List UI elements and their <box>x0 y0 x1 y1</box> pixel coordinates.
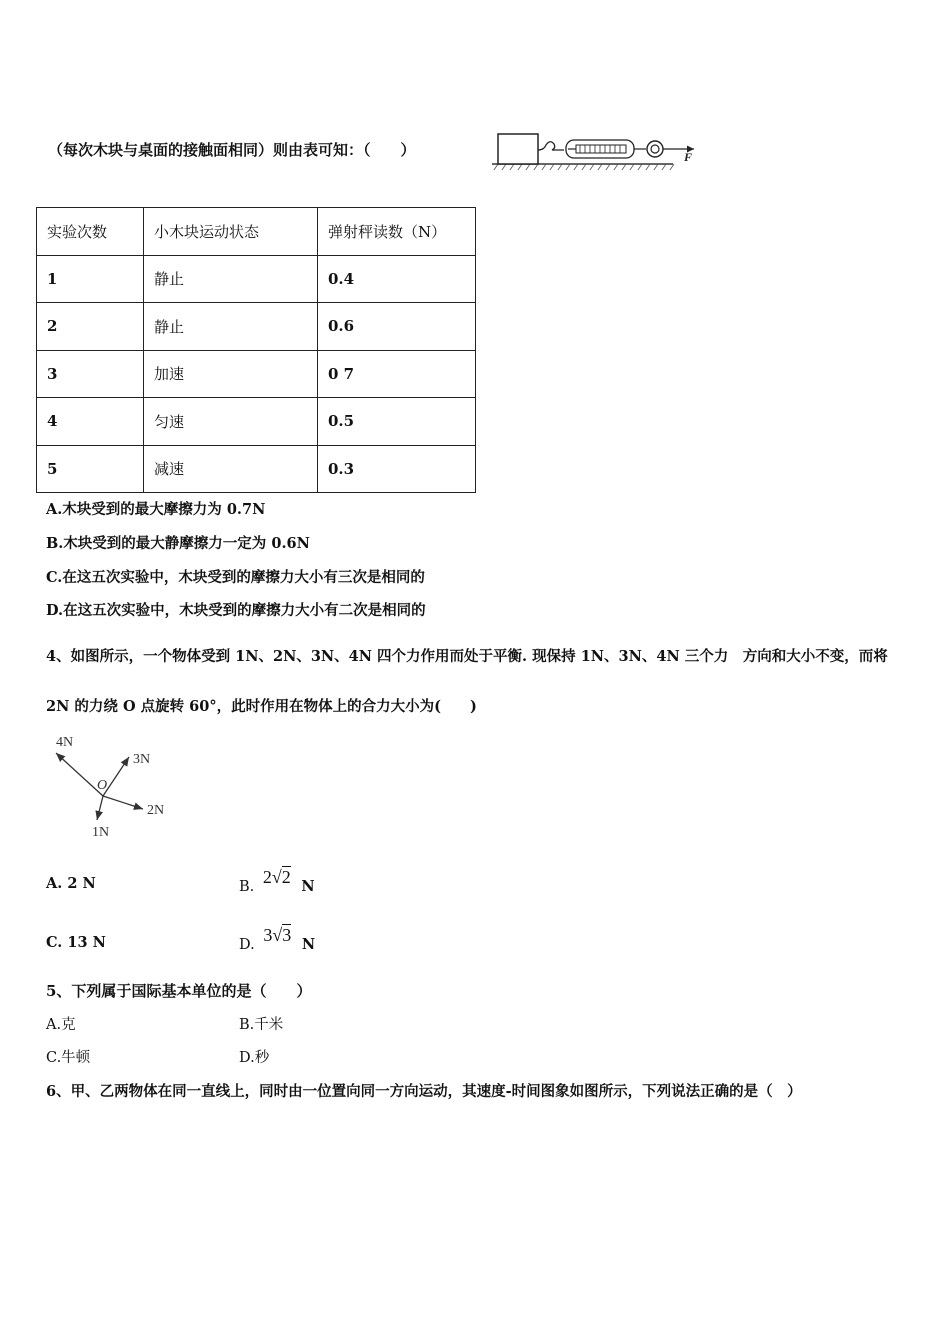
table-cell: 3 <box>37 350 144 398</box>
q4-stem-line1: 4、如图所示，一个物体受到 1N、2N、3N、4N 四个力作用而处于平衡. 现保持 1N、3N、4N 三个力 方向和大小不变，而将 <box>46 648 888 665</box>
force-3n-label: 3N <box>133 752 151 767</box>
wood-block <box>498 134 538 164</box>
table-row <box>37 303 476 351</box>
force-4n-label: 4N <box>56 735 74 750</box>
q5-option-c: C.牛顿 <box>46 1050 91 1066</box>
force-1n-label: 1N <box>92 825 110 840</box>
table-header-cell: 实验次数 <box>37 208 144 256</box>
q4-option-a: A. 2 N <box>46 875 96 892</box>
force-1n-arrow <box>97 796 103 820</box>
q4-stem-line2: 2N 的力绕 O 点旋转 60°，此时作用在物体上的合力大小为( ) <box>46 698 477 715</box>
experiment-table <box>36 207 476 493</box>
table-cell: 静止 <box>144 303 318 351</box>
q3-option-c: C.在这五次实验中，木块受到的摩擦力大小有三次是相同的 <box>46 569 425 586</box>
table-cell: 加速 <box>144 350 318 398</box>
q4-option-d-coef: 3 <box>263 925 273 945</box>
q4-option-d-radicand: 3 <box>282 925 292 945</box>
q3-intro: （每次木块与桌面的接触面相同）则由表可知：（ ） <box>48 141 416 159</box>
q5-option-a: A.克 <box>46 1017 76 1033</box>
table-cell: 匀速 <box>144 398 318 446</box>
q4-option-c: C. 13 N <box>46 934 106 951</box>
table-cell: 1 <box>37 255 144 303</box>
q5-option-d: D.秒 <box>239 1050 270 1066</box>
table-cell: 减速 <box>144 445 318 493</box>
force-2n-label: 2N <box>147 803 165 818</box>
table-cell: 0.3 <box>318 445 476 493</box>
table-header-row <box>37 208 476 256</box>
q4-option-b <box>239 867 315 895</box>
table-cell: 0.5 <box>318 398 476 446</box>
q4-option-b-coef: 2 <box>262 867 272 887</box>
q4-option-b-radicand: 2 <box>281 867 291 887</box>
table-cell: 0.6 <box>318 303 476 351</box>
sqrt-symbol: √ <box>271 867 282 887</box>
q3-option-d: D.在这五次实验中，木块受到的摩擦力大小有二次是相同的 <box>46 602 426 619</box>
table-header-cell: 弹射秤读数（N） <box>318 208 476 256</box>
table-cell: 0 7 <box>318 350 476 398</box>
table-row <box>37 445 476 493</box>
table-row <box>37 398 476 446</box>
force-2n-arrow <box>103 796 143 809</box>
q3-option-b: B.木块受到的最大静摩擦力一定为 0.6N <box>46 535 310 552</box>
table-row <box>37 350 476 398</box>
q4-option-d-prefix: D. <box>239 937 255 953</box>
table-cell: 4 <box>37 398 144 446</box>
table-header-cell: 小木块运动状态 <box>144 208 318 256</box>
table-row <box>37 255 476 303</box>
table-cell: 5 <box>37 445 144 493</box>
spring-scale-figure <box>488 128 703 174</box>
q5-stem: 5、下列属于国际基本单位的是（ ） <box>46 982 312 1000</box>
q4-option-b-prefix: B. <box>239 879 255 895</box>
table-cell: 2 <box>37 303 144 351</box>
q4-option-b-unit: N <box>301 878 315 895</box>
point-o-label: O <box>97 778 108 793</box>
sqrt-symbol: √ <box>272 925 283 945</box>
table-cell: 静止 <box>144 255 318 303</box>
q3-option-a: A.木块受到的最大摩擦力为 0.7N <box>46 501 266 518</box>
table-cell: 0.4 <box>318 255 476 303</box>
q6-stem: 6、甲、乙两物体在同一直线上，同时由一位置向同一方向运动，其速度-时间图象如图所示，下列说法正确的是（ ） <box>46 1083 802 1100</box>
force-f-label: F <box>684 150 693 164</box>
q4-option-d <box>239 925 316 953</box>
q5-option-b: B.千米 <box>239 1017 284 1033</box>
force-4n-arrow <box>56 753 103 796</box>
force-diagram <box>46 730 186 842</box>
q4-option-d-unit: N <box>301 936 316 953</box>
